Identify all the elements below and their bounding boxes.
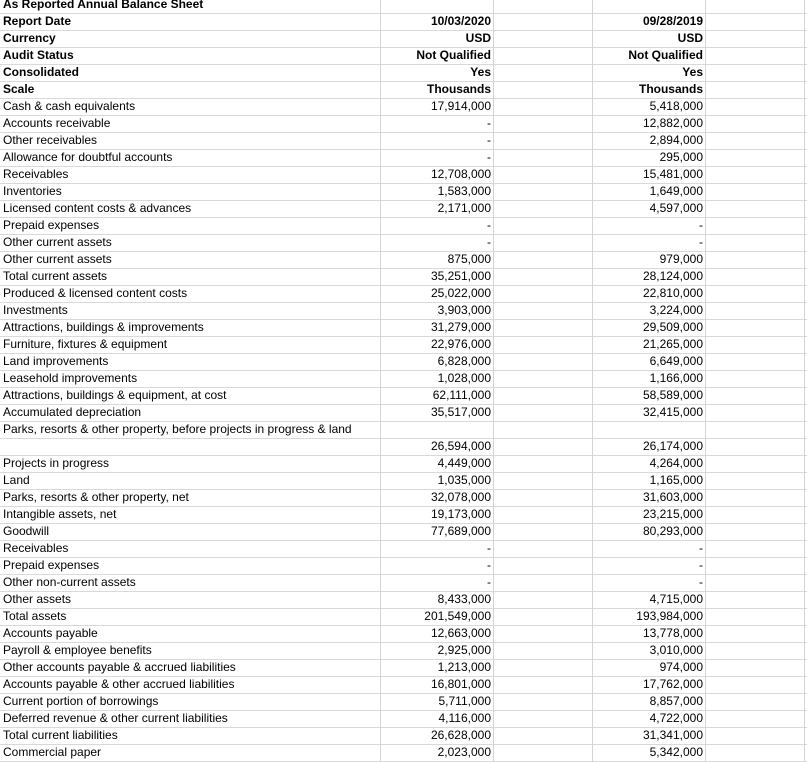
table-row xyxy=(0,472,807,489)
value-2019[interactable]: Yes xyxy=(682,65,703,79)
row-label[interactable]: Licensed content costs & advances xyxy=(3,201,192,215)
row-label[interactable]: Commercial paper xyxy=(3,745,102,759)
row-label[interactable]: Consolidated xyxy=(3,65,80,79)
value-2020[interactable]: 25,022,000 xyxy=(430,286,491,300)
value-2020[interactable]: 2,171,000 xyxy=(437,201,491,215)
row-label[interactable]: Report Date xyxy=(3,14,72,28)
table-row xyxy=(0,489,807,506)
row-label[interactable]: Other current assets xyxy=(3,235,112,249)
value-2020[interactable]: 875,000 xyxy=(447,252,491,266)
value-2020[interactable]: 35,517,000 xyxy=(430,405,491,419)
row-label[interactable]: Current portion of borrowings xyxy=(3,694,159,708)
row-label[interactable]: Investments xyxy=(3,303,68,317)
value-2020[interactable]: - xyxy=(487,575,491,589)
value-2020[interactable]: 19,173,000 xyxy=(430,507,491,521)
table-row xyxy=(0,81,807,98)
value-2020[interactable]: 26,594,000 xyxy=(430,439,491,453)
row-label[interactable]: Other assets xyxy=(3,592,72,606)
value-2020[interactable]: 4,116,000 xyxy=(438,711,491,725)
value-2020[interactable]: 1,583,000 xyxy=(437,184,491,198)
value-2020[interactable]: 31,279,000 xyxy=(430,320,491,334)
table-row xyxy=(0,200,807,217)
table-row xyxy=(0,608,807,625)
table-row xyxy=(0,166,807,183)
table-row xyxy=(0,30,807,47)
row-label[interactable]: Receivables xyxy=(3,541,69,555)
value-2019[interactable]: - xyxy=(699,558,703,572)
table-row xyxy=(0,302,807,319)
value-2020[interactable]: 26,628,000 xyxy=(430,728,491,742)
table-row xyxy=(0,251,807,268)
row-label[interactable]: Other current assets xyxy=(3,252,112,266)
value-2020[interactable]: 6,828,000 xyxy=(437,354,491,368)
value-2019[interactable]: 29,509,000 xyxy=(642,320,703,334)
value-2019[interactable]: 13,778,000 xyxy=(642,626,703,640)
table-row xyxy=(0,319,807,336)
value-2019[interactable]: - xyxy=(699,541,703,555)
value-2020[interactable]: 8,433,000 xyxy=(437,592,491,606)
value-2020[interactable]: - xyxy=(487,541,491,555)
value-2019[interactable]: 1,166,000 xyxy=(649,371,703,385)
table-row xyxy=(0,404,807,421)
value-2019[interactable]: 4,715,000 xyxy=(649,592,703,606)
row-label[interactable]: Audit Status xyxy=(3,48,74,62)
row-label[interactable]: Other non-current assets xyxy=(3,575,136,589)
value-2019[interactable]: 3,224,000 xyxy=(649,303,703,317)
value-2019[interactable]: - xyxy=(699,235,703,249)
table-row xyxy=(0,557,807,574)
row-label[interactable]: Intangible assets, net xyxy=(3,507,117,521)
row-label[interactable]: Other receivables xyxy=(3,133,98,147)
row-label[interactable]: Attractions, buildings & improvements xyxy=(3,320,204,334)
row-label[interactable]: Total assets xyxy=(3,609,67,623)
row-label[interactable]: Parks, resorts & other property, net xyxy=(3,490,189,504)
row-label[interactable]: Total current assets xyxy=(3,269,108,283)
table-row xyxy=(0,132,807,149)
value-2019[interactable]: 58,589,000 xyxy=(642,388,703,402)
table-row xyxy=(0,98,807,115)
value-2019[interactable]: 2,894,000 xyxy=(649,133,703,147)
value-2020[interactable]: 32,078,000 xyxy=(430,490,491,504)
value-2019[interactable]: 979,000 xyxy=(659,252,703,266)
value-2020[interactable]: 1,028,000 xyxy=(437,371,491,385)
row-label[interactable]: Total current liabilities xyxy=(3,728,118,742)
value-2019[interactable]: - xyxy=(699,218,703,232)
value-2020[interactable]: 12,708,000 xyxy=(430,167,491,181)
value-2019[interactable]: 28,124,000 xyxy=(642,269,703,283)
value-2019[interactable]: 1,649,000 xyxy=(649,184,703,198)
row-label[interactable]: Deferred revenue & other current liabilities xyxy=(3,711,228,725)
value-2020[interactable]: - xyxy=(487,150,491,164)
row-label[interactable]: As Reported Annual Balance Sheet xyxy=(3,0,204,11)
value-2020[interactable]: 1,035,000 xyxy=(437,473,491,487)
value-2020[interactable]: 10/03/2020 xyxy=(430,14,491,28)
value-2020[interactable]: 3,903,000 xyxy=(437,303,491,317)
value-2020[interactable]: 12,663,000 xyxy=(430,626,491,640)
row-label[interactable]: Furniture, fixtures & equipment xyxy=(3,337,168,351)
value-2020[interactable]: 16,801,000 xyxy=(430,677,491,691)
row-label[interactable]: Projects in progress xyxy=(3,456,110,470)
value-2020[interactable]: - xyxy=(487,116,491,130)
value-2019[interactable]: 22,810,000 xyxy=(642,286,703,300)
value-2019[interactable]: 31,603,000 xyxy=(642,490,703,504)
row-label[interactable]: Accounts payable & other accrued liabilities xyxy=(3,677,235,691)
row-label[interactable]: Receivables xyxy=(3,167,69,181)
value-2019[interactable]: 32,415,000 xyxy=(642,405,703,419)
value-2019[interactable]: 6,649,000 xyxy=(649,354,703,368)
value-2019[interactable]: 15,481,000 xyxy=(642,167,703,181)
table-row xyxy=(0,115,807,132)
table-row xyxy=(0,336,807,353)
table-row xyxy=(0,591,807,608)
table-row xyxy=(0,353,807,370)
table-row xyxy=(0,47,807,64)
table-row xyxy=(0,676,807,693)
row-label[interactable]: Produced & licensed content costs xyxy=(3,286,188,300)
value-2019[interactable]: 4,722,000 xyxy=(649,711,703,725)
value-2019[interactable]: 974,000 xyxy=(659,660,703,674)
row-label[interactable]: Land xyxy=(3,473,30,487)
table-row xyxy=(0,234,807,251)
value-2020[interactable]: 77,689,000 xyxy=(430,524,491,538)
row-label[interactable]: Land improvements xyxy=(3,354,109,368)
value-2019[interactable]: 26,174,000 xyxy=(642,439,703,453)
value-2019[interactable]: 295,000 xyxy=(659,150,703,164)
value-2019[interactable]: 1,165,000 xyxy=(649,473,703,487)
row-label[interactable]: Prepaid expenses xyxy=(3,558,100,572)
value-2020[interactable]: 201,549,000 xyxy=(424,609,491,623)
row-label[interactable]: Accounts payable xyxy=(3,626,98,640)
row-label[interactable]: Allowance for doubtful accounts xyxy=(3,150,173,164)
value-2020[interactable]: 5,711,000 xyxy=(438,694,491,708)
value-2019[interactable]: 8,857,000 xyxy=(649,694,703,708)
table-row xyxy=(0,421,807,455)
value-2019[interactable]: 4,264,000 xyxy=(649,456,703,470)
row-label[interactable]: Cash & cash equivalents xyxy=(3,99,136,113)
value-2020[interactable]: 4,449,000 xyxy=(437,456,491,470)
table-row xyxy=(0,387,807,404)
value-2019[interactable]: 5,342,000 xyxy=(649,745,703,759)
table-row xyxy=(0,659,807,676)
table-row xyxy=(0,0,807,13)
value-2019[interactable]: 3,010,000 xyxy=(649,643,703,657)
value-2019[interactable]: 31,341,000 xyxy=(642,728,703,742)
row-label[interactable]: Leasehold improvements xyxy=(3,371,138,385)
table-row xyxy=(0,693,807,710)
table-row xyxy=(0,149,807,166)
table-row xyxy=(0,523,807,540)
row-label[interactable]: Attractions, buildings & equipment, at cost xyxy=(3,388,227,402)
table-row xyxy=(0,370,807,387)
value-2019[interactable]: 193,984,000 xyxy=(636,609,703,623)
value-2019[interactable]: - xyxy=(699,575,703,589)
value-2020[interactable]: - xyxy=(487,133,491,147)
table-row xyxy=(0,744,807,761)
value-2020[interactable]: USD xyxy=(465,31,491,45)
value-2019[interactable]: USD xyxy=(677,31,703,45)
value-2019[interactable]: 80,293,000 xyxy=(642,524,703,538)
value-2019[interactable]: Thousands xyxy=(638,82,703,96)
table-row xyxy=(0,455,807,472)
value-2019[interactable]: 23,215,000 xyxy=(642,507,703,521)
row-label[interactable]: Payroll & employee benefits xyxy=(3,643,152,657)
value-2020[interactable]: 2,925,000 xyxy=(437,643,491,657)
table-row xyxy=(0,506,807,523)
table-row xyxy=(0,710,807,727)
row-label[interactable]: Goodwill xyxy=(3,524,50,538)
value-2019[interactable]: 21,265,000 xyxy=(642,337,703,351)
row-label[interactable]: Parks, resorts & other property, before projects in progress & land xyxy=(3,422,352,436)
row-label[interactable]: Scale xyxy=(3,82,35,96)
value-2019[interactable]: Not Qualified xyxy=(628,48,703,62)
value-2020[interactable]: - xyxy=(487,558,491,572)
table-row xyxy=(0,642,807,659)
table-row xyxy=(0,540,807,557)
value-2019[interactable]: 17,762,000 xyxy=(642,677,703,691)
table-row xyxy=(0,285,807,302)
table-row xyxy=(0,727,807,744)
table-row xyxy=(0,574,807,591)
row-label[interactable]: Accounts receivable xyxy=(3,116,111,130)
row-label[interactable]: Currency xyxy=(3,31,56,45)
value-2019[interactable]: 4,597,000 xyxy=(649,201,703,215)
value-2020[interactable]: 62,111,000 xyxy=(432,388,491,402)
row-label[interactable]: Prepaid expenses xyxy=(3,218,100,232)
value-2020[interactable]: Yes xyxy=(470,65,491,79)
value-2020[interactable]: Not Qualified xyxy=(416,48,491,62)
value-2019[interactable]: 12,882,000 xyxy=(642,116,703,130)
value-2020[interactable]: - xyxy=(487,235,491,249)
table-row xyxy=(0,625,807,642)
table-row xyxy=(0,217,807,234)
value-2020[interactable]: - xyxy=(487,218,491,232)
value-2020[interactable]: 22,976,000 xyxy=(430,337,491,351)
table-row xyxy=(0,183,807,200)
table-row xyxy=(0,13,807,30)
value-2019[interactable]: 09/28/2019 xyxy=(642,14,703,28)
value-2020[interactable]: 17,914,000 xyxy=(430,99,491,113)
value-2020[interactable]: Thousands xyxy=(426,82,491,96)
table-row xyxy=(0,268,807,285)
row-label[interactable]: Other accounts payable & accrued liabilities xyxy=(3,660,236,674)
value-2020[interactable]: 1,213,000 xyxy=(437,660,491,674)
row-label[interactable]: Accumulated depreciation xyxy=(3,405,142,419)
value-2019[interactable]: 5,418,000 xyxy=(649,99,703,113)
value-2020[interactable]: 35,251,000 xyxy=(430,269,491,283)
row-label[interactable]: Inventories xyxy=(3,184,62,198)
table-row xyxy=(0,64,807,81)
value-2020[interactable]: 2,023,000 xyxy=(437,745,491,759)
